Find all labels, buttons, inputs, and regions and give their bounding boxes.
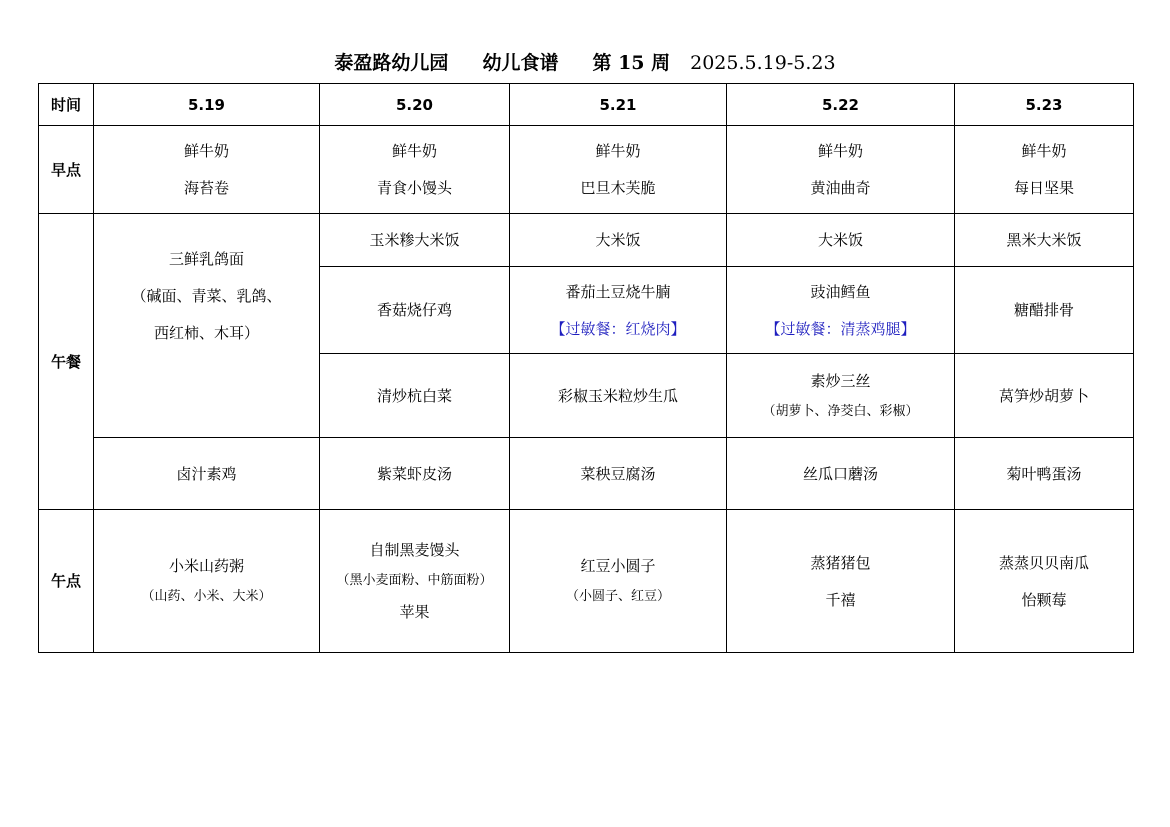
breakfast-food: 巴旦木芙脆 (580, 179, 656, 197)
snack-row (39, 510, 1134, 653)
allergy-meal: 【过敏餐：红烧肉】 (550, 319, 686, 338)
snack-dish: 小米山药粥 (168, 557, 244, 576)
lunch-soup-wed: 菜秧豆腐汤 (510, 438, 727, 510)
snack-ingredients: （山药、小米、大米） (141, 589, 272, 605)
snack-fruit: 怡颗莓 (1021, 590, 1067, 609)
noodle-ingredients-1: （碱面、青菜、乳鸽、 (131, 287, 282, 305)
snack-cell-wed (510, 510, 727, 653)
snack-dish: 蒸蒸贝贝南瓜 (998, 553, 1089, 572)
veg-dish: 素炒三丝 (810, 371, 871, 390)
lunch-staple-wed: 大米饭 (510, 214, 727, 267)
menu-table (38, 83, 1134, 653)
noodle-dish: 三鲜乳鸽面 (168, 250, 244, 268)
breakfast-drink: 鲜牛奶 (391, 142, 437, 160)
snack-dish: 红豆小圆子 (580, 557, 656, 576)
breakfast-cell-fri (955, 126, 1134, 214)
day-header-fri: 5.23 (955, 84, 1134, 126)
lunch-soup-thu: 丝瓜口蘑汤 (727, 438, 955, 510)
breakfast-cell-wed (510, 126, 727, 214)
day-header-tue: 5.20 (320, 84, 510, 126)
lunch-staple-row (39, 214, 1134, 267)
lunch-meat-tue: 香菇烧仔鸡 (320, 267, 510, 354)
lunch-staple-fri: 黑米大米饭 (955, 214, 1134, 267)
lunch-meat-wed (510, 267, 727, 354)
header-row (39, 84, 1134, 126)
breakfast-drink: 鲜牛奶 (183, 142, 229, 160)
lunch-veg-fri: 莴笋炒胡萝卜 (955, 354, 1134, 438)
breakfast-cell-tue (320, 126, 510, 214)
breakfast-cell-mon (94, 126, 320, 214)
page-title (0, 48, 1170, 75)
lunch-soup-fri: 菊叶鸭蛋汤 (955, 438, 1134, 510)
menu-subject: 幼儿食谱 (482, 52, 559, 74)
snack-fruit: 千禧 (825, 590, 856, 609)
snack-cell-mon (94, 510, 320, 653)
breakfast-cell-thu (727, 126, 955, 214)
lunch-label: 午餐 (39, 214, 94, 510)
time-header: 时间 (39, 84, 94, 126)
breakfast-drink: 鲜牛奶 (1021, 142, 1067, 160)
breakfast-drink: 鲜牛奶 (595, 142, 641, 160)
breakfast-food: 海苔卷 (183, 179, 229, 197)
breakfast-drink: 鲜牛奶 (817, 142, 863, 160)
lunch-veg-tue: 清炒杭白菜 (320, 354, 510, 438)
meat-dish: 番茄土豆烧牛腩 (565, 282, 671, 301)
lunch-veg-wed: 彩椒玉米粒炒生瓜 (510, 354, 727, 438)
allergy-meal: 【过敏餐：清蒸鸡腿】 (765, 319, 916, 338)
snack-ingredients: （黑小麦面粉、中筋面粉） (336, 573, 493, 589)
week-number: 第 15 周 (592, 52, 671, 74)
snack-fruit: 苹果 (399, 602, 430, 621)
day-header-wed: 5.21 (510, 84, 727, 126)
breakfast-row (39, 126, 1134, 214)
snack-ingredients: （小圆子、红豆） (565, 589, 670, 605)
date-range: 2025.5.19-5.23 (690, 52, 836, 74)
lunch-staple-tue: 玉米糁大米饭 (320, 214, 510, 267)
breakfast-food: 青食小馒头 (376, 179, 452, 197)
lunch-main-mon (94, 214, 320, 438)
meat-dish: 豉油鳕鱼 (810, 282, 871, 301)
snack-label: 午点 (39, 510, 94, 653)
day-header-thu: 5.22 (727, 84, 955, 126)
snack-dish: 自制黑麦馒头 (369, 541, 460, 560)
breakfast-food: 每日坚果 (1013, 179, 1074, 197)
noodle-ingredients-2: 西红柿、木耳） (153, 324, 259, 342)
lunch-meat-thu (727, 267, 955, 354)
lunch-soup-row (39, 438, 1134, 510)
day-header-mon: 5.19 (94, 84, 320, 126)
veg-ingredients: （胡萝卜、净茭白、彩椒） (762, 403, 919, 419)
lunch-veg-thu (727, 354, 955, 438)
lunch-meat-fri: 糖醋排骨 (955, 267, 1134, 354)
lunch-soup-mon: 卤汁素鸡 (94, 438, 320, 510)
breakfast-label: 早点 (39, 126, 94, 214)
snack-dish: 蒸猪猪包 (810, 553, 871, 572)
lunch-staple-thu: 大米饭 (727, 214, 955, 267)
snack-cell-tue (320, 510, 510, 653)
school-name: 泰盈路幼儿园 (334, 52, 449, 74)
lunch-soup-tue: 紫菜虾皮汤 (320, 438, 510, 510)
snack-cell-thu (727, 510, 955, 653)
snack-cell-fri (955, 510, 1134, 653)
breakfast-food: 黄油曲奇 (810, 179, 871, 197)
